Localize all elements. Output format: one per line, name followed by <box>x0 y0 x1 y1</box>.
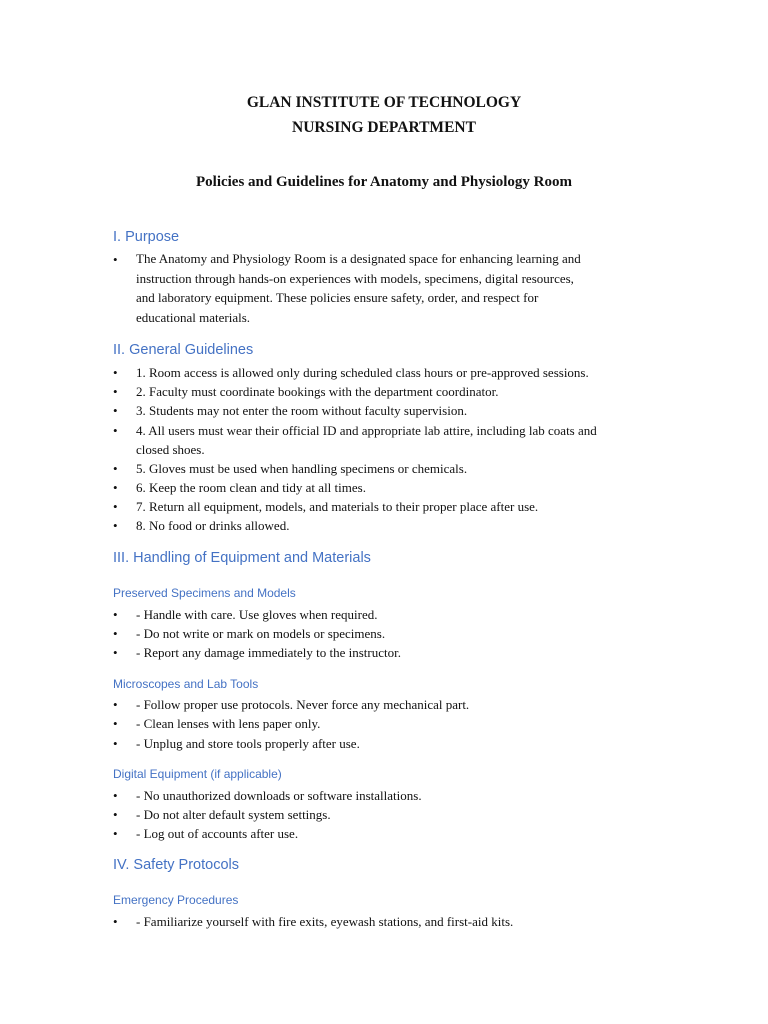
bullet-icon: • <box>113 807 118 822</box>
institution-name: GLAN INSTITUTE OF TECHNOLOGY <box>246 94 522 111</box>
bullet-icon: • <box>113 716 118 731</box>
list-item-text: 6. Keep the room clean and tidy at all times. <box>136 480 366 495</box>
bullet-icon: • <box>113 788 118 803</box>
list-item-text: - Unplug and store tools properly after use. <box>136 736 360 751</box>
purpose-line: and laboratory equipment. These policies ensure safety, order, and respect for <box>136 290 539 306</box>
bullet-icon: • <box>113 626 118 641</box>
list-item-text: 8. No food or drinks allowed. <box>136 518 290 533</box>
list-item-text: 7. Return all equipment, models, and materials to their proper place after use. <box>136 499 539 514</box>
purpose-line: educational materials. <box>136 309 251 325</box>
list-item-text: - Log out of accounts after use. <box>136 826 299 841</box>
bullet-icon: • <box>113 480 118 495</box>
list-item-text: - Do not write or mark on models or specimens. <box>136 626 386 641</box>
list-item-text: 1. Room access is allowed only during scheduled class hours or pre-approved sessions. <box>136 365 589 380</box>
subheading-emergency: Emergency Procedures <box>113 893 239 907</box>
bullet-icon: • <box>113 365 118 380</box>
bullet-icon: • <box>113 461 118 476</box>
list-item-text: - Handle with care. Use gloves when required. <box>136 607 378 622</box>
subheading-specimens: Preserved Specimens and Models <box>113 586 296 600</box>
bullet-icon: • <box>113 499 118 514</box>
bullet-icon: • <box>113 645 118 660</box>
list-item-text: - No unauthorized downloads or software installations. <box>136 788 422 803</box>
purpose-paragraph <box>136 249 656 327</box>
document-title: Policies and Guidelines for Anatomy and Physiology Room <box>195 174 572 190</box>
list-item-text: 5. Gloves must be used when handling specimens or chemicals. <box>136 461 468 476</box>
list-item-text: - Clean lenses with lens paper only. <box>136 716 321 731</box>
section-heading-purpose: I. Purpose <box>113 229 180 245</box>
section-heading-general: II. General Guidelines <box>113 342 254 358</box>
list-item-text: closed shoes. <box>136 442 205 457</box>
bullet-icon: • <box>113 384 118 399</box>
list-item-text: 2. Faculty must coordinate bookings with the department coordinator. <box>136 384 499 399</box>
list-item-text: 3. Students may not enter the room without faculty supervision. <box>136 403 468 418</box>
bullet-icon: • <box>113 914 118 929</box>
bullet-icon: • <box>113 403 118 418</box>
department-name: NURSING DEPARTMENT <box>292 119 476 136</box>
subheading-microscopes: Microscopes and Lab Tools <box>113 677 259 691</box>
section-heading-handling: III. Handling of Equipment and Materials <box>113 550 371 566</box>
list-item-text: - Familiarize yourself with fire exits, eyewash stations, and first-aid kits. <box>136 914 514 929</box>
purpose-line: The Anatomy and Physiology Room is a designated space for enhancing learning and <box>136 251 581 266</box>
list-item-text: 4. All users must wear their official ID and appropriate lab attire, including lab coats and <box>136 423 597 438</box>
list-item-text: - Report any damage immediately to the instructor. <box>136 645 401 660</box>
bullet-icon: • <box>113 697 118 712</box>
purpose-line: instruction through hands-on experiences with models, specimens, digital resources, <box>136 270 574 286</box>
list-item-text: - Follow proper use protocols. Never force any mechanical part. <box>136 697 470 712</box>
bullet-icon: • <box>113 423 118 438</box>
section-heading-safety: IV. Safety Protocols <box>113 857 240 873</box>
subheading-digital: Digital Equipment (if applicable) <box>113 767 282 781</box>
bullet-icon: • <box>113 252 118 267</box>
bullet-icon: • <box>113 736 118 751</box>
bullet-icon: • <box>113 518 118 533</box>
bullet-icon: • <box>113 826 118 841</box>
bullet-icon: • <box>113 607 118 622</box>
list-item-text: - Do not alter default system settings. <box>136 807 331 822</box>
